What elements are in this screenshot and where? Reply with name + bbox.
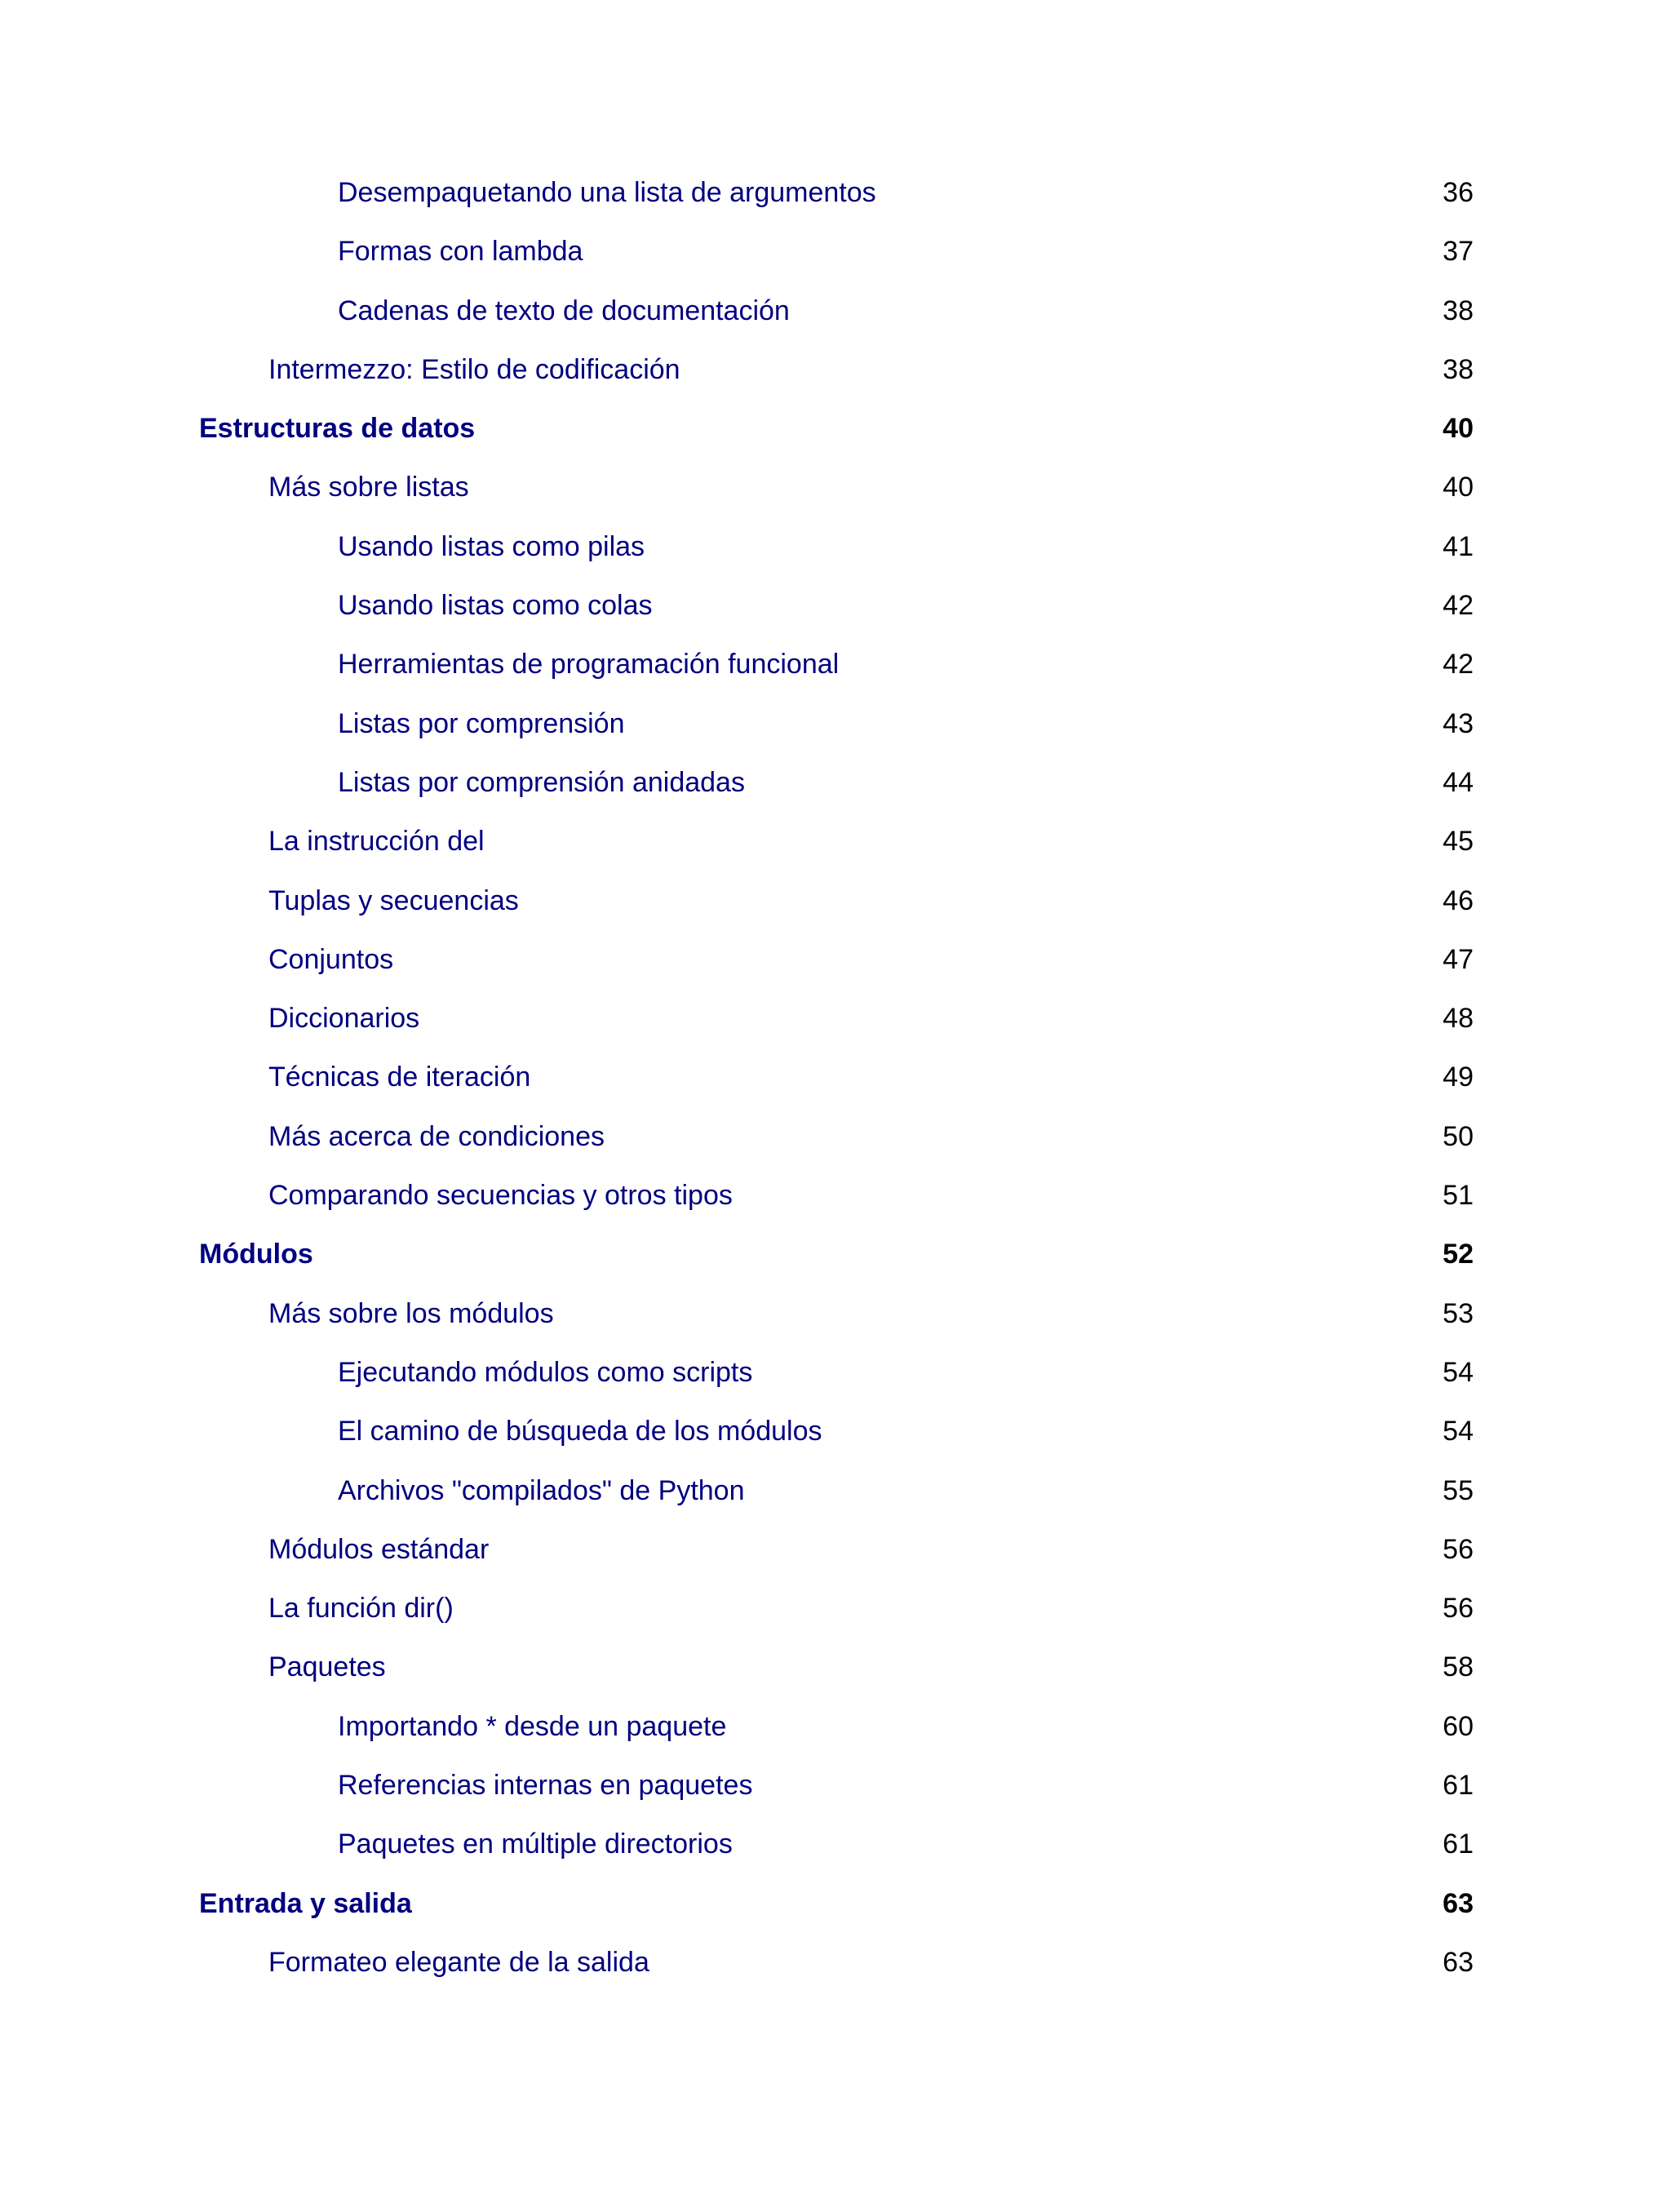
toc-section-entry [0, 1461, 1671, 1520]
toc-page-number: 48 [1443, 1003, 1474, 1035]
toc-entry-link[interactable]: Conjuntos [268, 943, 394, 975]
toc-section-entry [0, 1107, 1671, 1166]
toc-section-entry [0, 989, 1671, 1048]
toc-chapter-entry [0, 1225, 1671, 1283]
toc-entry-link[interactable]: Comparando secuencias y otros tipos [268, 1180, 733, 1212]
toc-page-number: 63 [1443, 1946, 1474, 1978]
toc-entry-link[interactable]: Formas con lambda [338, 236, 583, 268]
toc-entry-link[interactable]: Formateo elegante de la salida [268, 1946, 649, 1978]
toc-section-entry [0, 222, 1671, 281]
toc-entry-link[interactable]: Usando listas como pilas [338, 530, 645, 562]
toc-page-number: 42 [1443, 590, 1474, 622]
table-of-contents [0, 163, 1671, 1992]
toc-section-entry [0, 458, 1671, 516]
toc-page-number: 53 [1443, 1297, 1474, 1329]
toc-page-number: 47 [1443, 943, 1474, 975]
toc-entry-link[interactable]: El camino de búsqueda de los módulos [338, 1416, 822, 1447]
toc-entry-link[interactable]: Más acerca de condiciones [268, 1120, 605, 1152]
toc-entry-link[interactable]: La instrucción del [268, 826, 485, 858]
toc-page-number: 45 [1443, 826, 1474, 858]
toc-section-entry [0, 517, 1671, 576]
toc-page-number: 44 [1443, 766, 1474, 798]
toc-entry-link[interactable]: Tuplas y secuencias [268, 884, 519, 916]
toc-section-entry [0, 1048, 1671, 1106]
toc-section-entry [0, 1697, 1671, 1756]
toc-section-entry [0, 635, 1671, 694]
toc-entry-link[interactable]: Técnicas de iteración [268, 1062, 531, 1093]
toc-page-number: 38 [1443, 353, 1474, 385]
toc-page-number: 60 [1443, 1710, 1474, 1742]
toc-entry-link[interactable]: Diccionarios [268, 1003, 420, 1035]
toc-page-number: 36 [1443, 177, 1474, 208]
toc-section-entry [0, 930, 1671, 989]
toc-entry-link[interactable]: Módulos estándar [268, 1533, 490, 1565]
toc-entry-link[interactable]: Importando * desde un paquete [338, 1710, 727, 1742]
toc-entry-link[interactable]: Listas por comprensión [338, 707, 625, 739]
toc-section-entry [0, 694, 1671, 753]
toc-page-number: 43 [1443, 707, 1474, 739]
toc-section-entry [0, 753, 1671, 812]
toc-section-entry [0, 1402, 1671, 1461]
toc-entry-link[interactable]: Estructuras de datos [199, 413, 476, 445]
toc-entry-link[interactable]: Intermezzo: Estilo de codificación [268, 353, 680, 385]
toc-section-entry [0, 1284, 1671, 1343]
toc-section-entry [0, 281, 1671, 340]
toc-page-number: 50 [1443, 1120, 1474, 1152]
toc-page-number: 38 [1443, 295, 1474, 326]
toc-page-number: 52 [1443, 1239, 1474, 1270]
toc-page-number: 54 [1443, 1416, 1474, 1447]
toc-section-entry [0, 340, 1671, 399]
toc-page-number: 56 [1443, 1533, 1474, 1565]
toc-entry-link[interactable]: Módulos [199, 1239, 313, 1270]
toc-entry-link[interactable]: Entrada y salida [199, 1887, 412, 1919]
toc-page-number: 42 [1443, 649, 1474, 680]
toc-section-entry [0, 163, 1671, 222]
toc-page-number: 56 [1443, 1593, 1474, 1625]
toc-section-entry [0, 1166, 1671, 1225]
toc-section-entry [0, 812, 1671, 871]
toc-chapter-entry [0, 399, 1671, 458]
toc-entry-link[interactable]: Desempaquetando una lista de argumentos [338, 177, 876, 208]
toc-page-number: 61 [1443, 1770, 1474, 1802]
toc-section-entry [0, 1638, 1671, 1696]
toc-page-number: 58 [1443, 1651, 1474, 1683]
toc-section-entry [0, 1933, 1671, 1992]
toc-page-number: 55 [1443, 1474, 1474, 1506]
toc-section-entry [0, 871, 1671, 930]
toc-section-entry [0, 1579, 1671, 1638]
toc-entry-link[interactable]: Más sobre los módulos [268, 1297, 554, 1329]
toc-entry-link[interactable]: Herramientas de programación funcional [338, 649, 840, 680]
toc-page-number: 37 [1443, 236, 1474, 268]
toc-page-number: 51 [1443, 1180, 1474, 1212]
toc-page-number: 40 [1443, 413, 1474, 445]
toc-entry-link[interactable]: Archivos "compilados" de Python [338, 1474, 745, 1506]
toc-page-number: 41 [1443, 530, 1474, 562]
toc-section-entry [0, 1756, 1671, 1815]
toc-entry-link[interactable]: Cadenas de texto de documentación [338, 295, 790, 326]
toc-entry-link[interactable]: Más sobre listas [268, 472, 469, 503]
toc-page-number: 61 [1443, 1829, 1474, 1860]
toc-entry-link[interactable]: Usando listas como colas [338, 590, 653, 622]
toc-page-number: 63 [1443, 1887, 1474, 1919]
toc-entry-link[interactable]: Listas por comprensión anidadas [338, 766, 745, 798]
toc-entry-link[interactable]: Ejecutando módulos como scripts [338, 1356, 753, 1388]
toc-page-number: 49 [1443, 1062, 1474, 1093]
toc-section-entry [0, 1343, 1671, 1402]
toc-chapter-entry [0, 1874, 1671, 1933]
toc-page-number: 40 [1443, 472, 1474, 503]
toc-entry-link[interactable]: Paquetes en múltiple directorios [338, 1829, 733, 1860]
toc-section-entry [0, 576, 1671, 635]
toc-entry-link[interactable]: Referencias internas en paquetes [338, 1770, 753, 1802]
toc-entry-link[interactable]: Paquetes [268, 1651, 386, 1683]
toc-page-number: 46 [1443, 884, 1474, 916]
toc-page-number: 54 [1443, 1356, 1474, 1388]
toc-entry-link[interactable]: La función dir() [268, 1593, 454, 1625]
toc-section-entry [0, 1815, 1671, 1873]
toc-section-entry [0, 1520, 1671, 1579]
